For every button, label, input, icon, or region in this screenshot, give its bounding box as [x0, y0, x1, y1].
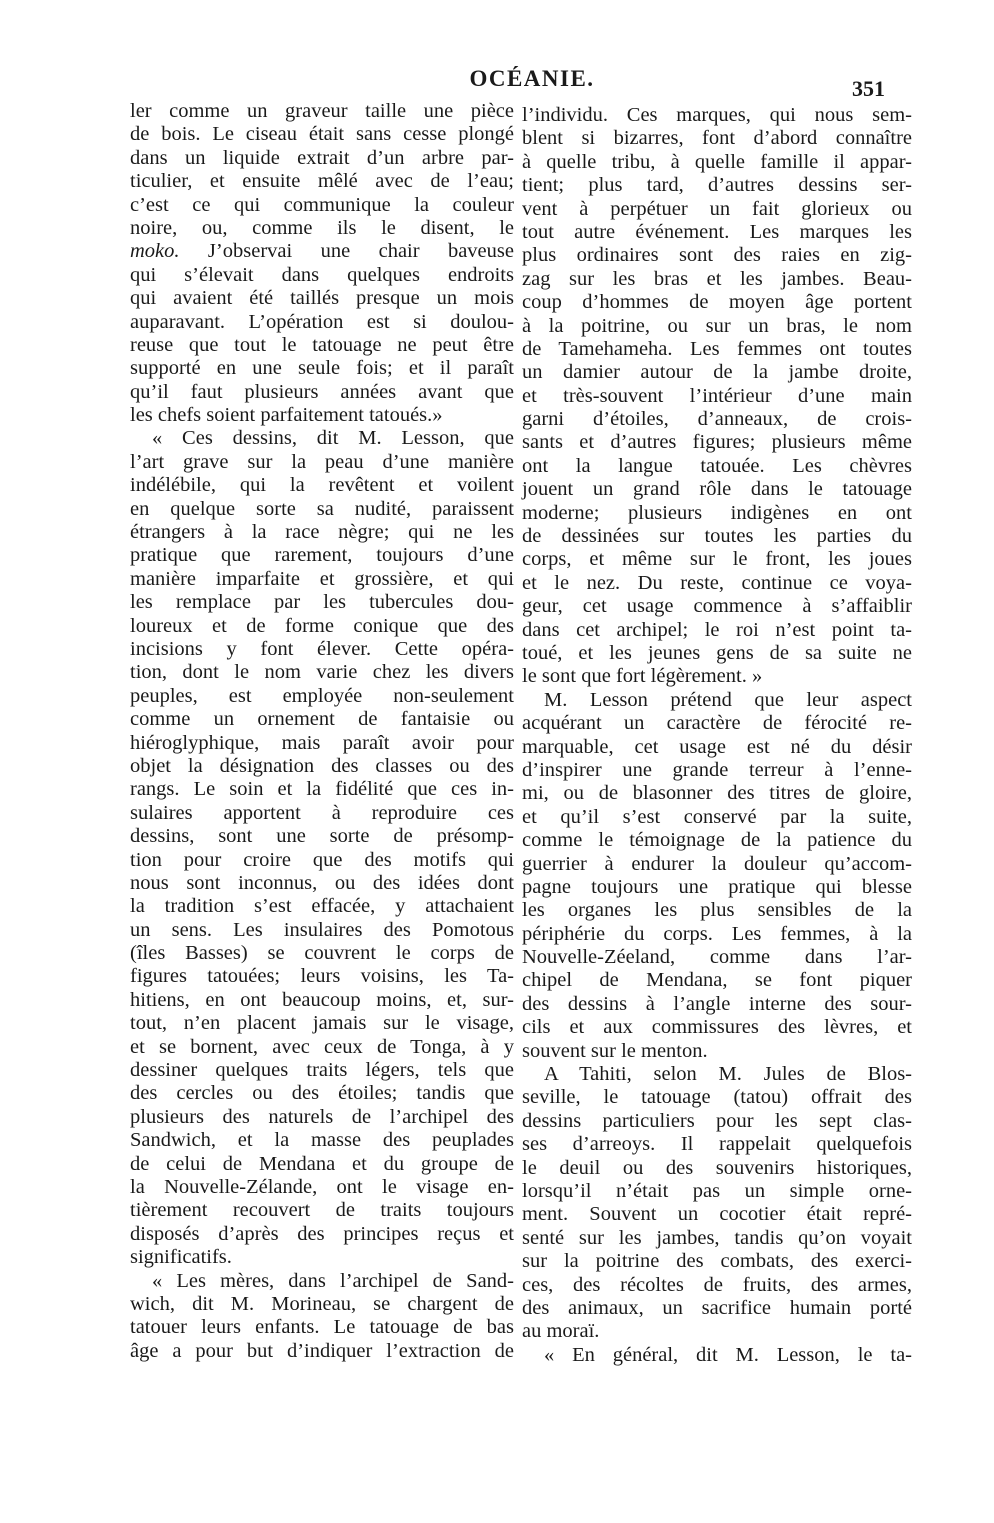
text-line: objet la désignation des classes ou des — [130, 754, 514, 777]
text-line: étrangers à la race nègre; qui ne les — [130, 521, 514, 544]
text-line: manière imparfaite et grossière, et qui — [130, 567, 514, 590]
text-line: l’art grave sur la peau d’une manière — [130, 450, 514, 473]
text-line: lorsqu’il n’était pas un simple orne- — [522, 1179, 912, 1202]
text-line: plusieurs des naturels de l’archipel des — [130, 1105, 514, 1128]
text-line: marquable, cet usage est né du désir — [522, 735, 912, 758]
text-line: tatouer leurs enfants. Le tatouage de bas — [130, 1316, 514, 1339]
text-line: ler comme un graveur taille une pièce — [130, 100, 514, 122]
text-line: reuse que tout le tatouage ne peut être — [130, 333, 514, 356]
text-line: et se bornent, avec ceux de Tonga, à y — [130, 1035, 514, 1058]
text-line: tion, dont le nom varie chez les divers — [130, 661, 514, 684]
running-title: OCÉANIE. — [469, 66, 595, 91]
text-line: la tradition s’est effacée, y attachaient — [130, 895, 514, 918]
text-line: guerrier à endurer la douleur qu’accom- — [522, 852, 912, 875]
text-line: dans cet archipel; le roi n’est point ta- — [522, 618, 912, 641]
text-line: pratique que rarement, toujours d’une — [130, 544, 514, 567]
text-line: âge a pour but d’indiquer l’extraction de — [130, 1339, 514, 1362]
text-line: au moraï. — [522, 1320, 600, 1343]
text-line: qu’il faut plusieurs années avant que — [130, 380, 514, 403]
text-line: le deuil ou des souvenirs historiques, — [522, 1156, 912, 1179]
text-line: dessiner quelques traits légers, tels que — [130, 1059, 514, 1082]
text-line: à quelle tribu, à quelle famille il appar- — [522, 150, 912, 173]
text-line: en quelque sorte sa nudité, paraissent — [130, 497, 514, 520]
text-line: seville, le tatouage (tatou) offrait des — [522, 1086, 912, 1109]
text-line: auparavant. L’opération est si doulou- — [130, 310, 514, 333]
text-line: acquérant un caractère de férocité re- — [522, 712, 912, 735]
text-line: nous sont inconnus, ou des idées dont — [130, 871, 514, 894]
text-line: wich, dit M. Morineau, se chargent de — [130, 1292, 514, 1315]
text-line: et le nez. Du reste, continue ce voya- — [522, 571, 912, 594]
text-line: ses d’arreoys. Il rappelait quelquefois — [522, 1133, 912, 1156]
text-line: jouent un grand rôle dans le tatouage — [522, 478, 912, 501]
text-line: qui s’élevait dans quelques endroits — [130, 263, 514, 286]
text-line: des animaux, un sacrifice humain porté — [522, 1296, 912, 1319]
text-line: ont la langue tatouée. Les chèvres — [522, 454, 912, 477]
text-line: Sandwich, et la masse des peuplades — [130, 1129, 514, 1152]
text-line: des cercles ou des étoiles; tandis que — [130, 1082, 514, 1105]
line-text: J’observai une chair baveuse — [179, 240, 514, 263]
text-line: disposés d’après des principes reçus et — [130, 1222, 514, 1245]
text-line: sur la poitrine des combats, des exerci- — [522, 1250, 912, 1273]
text-line: zag sur les bras et les jambes. Beau- — [522, 267, 912, 290]
text-line: coup d’hommes de moyen âge portent — [522, 291, 912, 314]
text-line: mi, ou de blasonner des titres de gloire, — [522, 782, 912, 805]
text-line: loureux et de forme conique que des — [130, 614, 514, 637]
text-line: plus ordinaires sont des raies en zig- — [522, 244, 912, 267]
italic-word: moko. — [130, 240, 180, 263]
text-line: tient; plus tard, d’autres dessins ser- — [522, 174, 912, 197]
text-line: de celui de Mendana et du groupe de — [130, 1152, 514, 1175]
text-line: ment. Souvent un cocotier était repré- — [522, 1203, 912, 1226]
text-line: moderne; plusieurs indigènes en ont — [522, 501, 912, 524]
text-line: c’est ce qui communique la couleur — [130, 193, 514, 216]
text-line: les remplace par les tubercules dou- — [130, 591, 514, 614]
text-line: noire, ou, comme ils le disent, le — [130, 216, 514, 239]
text-line: sants et d’autres figures; plusieurs même — [522, 431, 912, 454]
text-line: senté sur les jambes, tandis qu’on voyait — [522, 1226, 912, 1249]
page-number: 351 — [852, 76, 885, 101]
text-line: hiéroglyphique, mais paraît avoir pour — [130, 731, 514, 754]
text-line: garni d’étoiles, d’anneaux, de crois- — [522, 408, 912, 431]
text-line: dessins, sont une sorte de présomp- — [130, 825, 514, 848]
text-line: dans un liquide extrait d’un arbre par- — [130, 146, 514, 169]
text-line: (îles Basses) se couvrent le corps de — [130, 942, 514, 965]
text-line: et qu’il s’est conservé par la suite, — [522, 805, 912, 828]
text-line: indélébile, qui la revêtent et voilent — [130, 474, 514, 497]
text-line: le sont que fort légèrement. » — [522, 665, 763, 688]
text-line: « Les mères, dans l’archipel de Sand- — [152, 1269, 514, 1292]
text-line: pagne toujours une pratique qui blesse — [522, 875, 912, 898]
text-line: les chefs soient parfaitement tatoués.» — [130, 404, 443, 427]
text-line: un damier autour de la jambe droite, — [522, 361, 912, 384]
text-line: toué, et les jeunes gens de sa suite ne — [522, 641, 912, 664]
text-line: de Tamehameha. Les femmes ont toutes — [522, 337, 912, 360]
text-line: significatifs. — [130, 1246, 232, 1269]
text-line: M. Lesson prétend que leur aspect — [544, 688, 912, 711]
text-line: comme le témoignage de la patience du — [522, 829, 912, 852]
text-line: « En général, dit M. Lesson, le ta- — [544, 1343, 912, 1366]
text-line: « Ces dessins, dit M. Lesson, que — [152, 427, 514, 450]
text-line: qui avaient été taillés presque un mois — [130, 287, 514, 310]
text-line: un sens. Les insulaires des Pomotous — [130, 918, 514, 941]
text-line: figures tatouées; leurs voisins, les Ta- — [130, 965, 514, 988]
text-line: hitiens, en ont beaucoup moins, et, sur- — [130, 988, 514, 1011]
text-line: périphérie du corps. Les femmes, à la — [522, 922, 912, 945]
text-line: sulaires apportent à reproduire ces — [130, 801, 514, 824]
text-column-left — [130, 100, 514, 1363]
text-line: de dessinées sur toutes les parties du — [522, 525, 912, 548]
text-line: Nouvelle-Zéeland, comme dans l’ar- — [522, 946, 912, 969]
text-line: vent à perpétuer un fait glorieux ou — [522, 197, 912, 220]
text-line: et très-souvent l’intérieur d’une main — [522, 384, 912, 407]
text-line: tout autre événement. Les marques les — [522, 220, 912, 243]
text-line: tout, n’en placent jamais sur le visage, — [130, 1012, 514, 1035]
text-line: souvent sur le menton. — [522, 1039, 708, 1062]
text-line: dessins particuliers pour les sept clas- — [522, 1109, 912, 1132]
text-line: incisions y font élever. Cette opéra- — [130, 637, 514, 660]
text-line: d’inspirer une grande terreur à l’enne- — [522, 758, 912, 781]
text-line: les organes les plus sensibles de la — [522, 899, 912, 922]
text-line: tion pour croire que des motifs qui — [130, 848, 514, 871]
text-line: rangs. Le soin et la fidélité que ces in- — [130, 778, 514, 801]
text-line: l’individu. Ces marques, qui nous sem- — [522, 104, 912, 126]
text-line: à la poitrine, ou sur un bras, le nom — [522, 314, 912, 337]
text-line: peuples, est employée non-seulement — [130, 684, 514, 707]
text-line: cils et aux commissures des lèvres, et — [522, 1016, 912, 1039]
text-line: corps, et même sur le front, les joues — [522, 548, 912, 571]
text-line: comme un ornement de fantaisie ou — [130, 708, 514, 731]
text-line: la Nouvelle-Zélande, ont le visage en- — [130, 1175, 514, 1198]
text-line: supporté en une seule fois; et il paraît — [130, 357, 514, 380]
text-line: ces, des récoltes de fruits, des armes, — [522, 1273, 912, 1296]
text-line: geur, cet usage commence à s’affaiblir — [522, 595, 912, 618]
text-line: de bois. Le ciseau était sans cesse plongé — [130, 123, 514, 146]
text-line — [130, 240, 514, 263]
text-line: A Tahiti, selon M. Jules de Blos- — [544, 1063, 912, 1086]
text-line: ticulier, et ensuite mêlé avec de l’eau; — [130, 170, 514, 193]
text-line: blent si bizarres, font d’abord connaître — [522, 127, 912, 150]
text-line: des dessins à l’angle interne des sour- — [522, 992, 912, 1015]
text-column-right — [522, 104, 912, 1367]
text-line: tièrement recouvert de traits toujours — [130, 1199, 514, 1222]
text-line: chipel de Mendana, se font piquer — [522, 969, 912, 992]
